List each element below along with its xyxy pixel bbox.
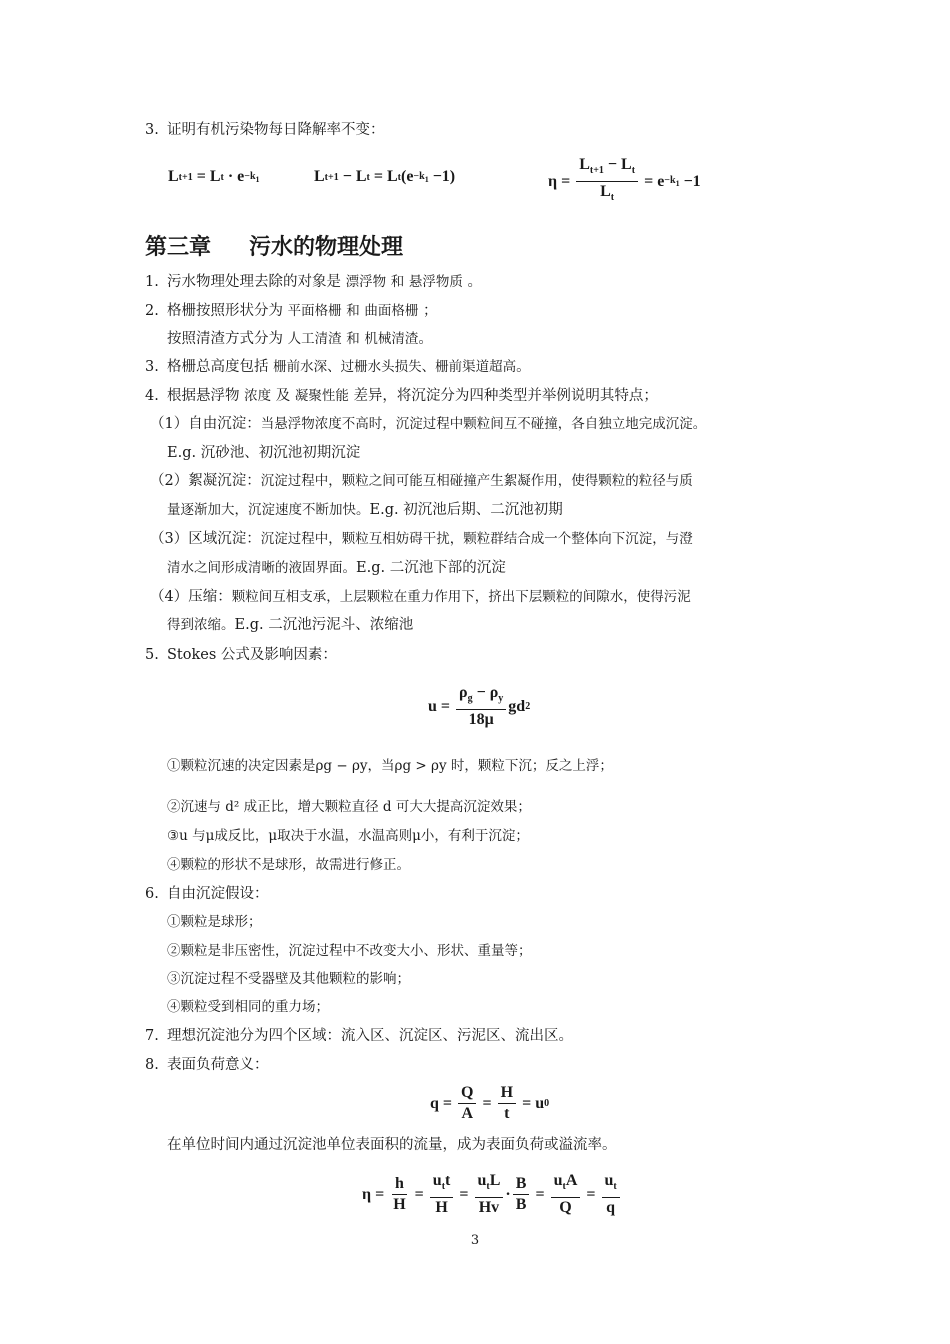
item-6: 6. 自由沉淀假设： [145, 886, 269, 902]
formula-decay-2: L t+1 − L t = L t (e $-k_1$ −1) [314, 168, 456, 185]
item-2-line-2: 按照清渣方式分为 人工清渣 和 机械清渣。 [167, 331, 433, 347]
page-number: 3 [470, 1233, 480, 1248]
surface-load-desc: 在单位时间内通过沉淀池单位表面积的流量，成为表面负荷或溢流率。 [167, 1137, 617, 1153]
item-2: 2. 格栅按照形状分为 平面格栅 和 曲面格栅 ； [145, 303, 438, 319]
stokes-factor-1: ①颗粒沉速的决定因素是ρg − ρy，当ρg > ρy 时，颗粒下沉；反之上浮； [167, 758, 613, 774]
formula-stokes: u = $\frac{\rho_g - \rho_y}{18\mu}$ gd 2 [428, 684, 531, 729]
sed-type-2: （2）絮凝沉淀：沉淀过程中，颗粒之间可能互相碰撞产生絮凝作用，使得颗粒的粒径与质 [150, 473, 693, 489]
item-1: 1. 污水物理处理去除的对象是 漂浮物 和 悬浮物质 。 [145, 274, 482, 290]
sed-type-2-line-2: 量逐渐加大，沉淀速度不断加快。E.g. 初沉池后期、二沉池初期 [167, 502, 563, 518]
stokes-factor-2: ②沉速与 d² 成正比，增大颗粒直径 d 可大大提高沉淀效果； [167, 799, 531, 815]
item-5: 5. Stokes 公式及影响因素： [145, 647, 337, 663]
sed-type-4: （4）压缩：颗粒间互相支承，上层颗粒在重力作用下，挤出下层颗粒的间隙水，使得污泥 [150, 589, 691, 605]
formula-decay-rate: η = $\frac{L_{t+1} - L_t}{L_t}$ = e $-k_1$ −1 [548, 156, 701, 204]
formula-removal-efficiency: η = $\frac{h}{H}$ = $\frac{u_tt}{H}$ = $\frac{u_tL}{Hv}$ · $\frac{B}{B}$ = $\frac{u_tA}{Q}$ = $\frac{u_t}{q}$ [362, 1172, 622, 1217]
formula-surface-load: q = $\frac{Q}{A}$ = $\frac{H}{t}$ = u 0 [430, 1084, 550, 1122]
stokes-factor-4: ④颗粒的形状不是球形，故需进行修正。 [167, 857, 410, 873]
sed-type-4-line-2: 得到浓缩。E.g. 二沉池污泥斗、浓缩池 [167, 617, 414, 633]
sed-type-1-eg: E.g. 沉砂池、初沉池初期沉淀 [167, 445, 361, 461]
item-4: 4. 根据悬浮物 浓度 及 凝聚性能 差异，将沉淀分为四种类型并举例说明其特点； [145, 388, 658, 404]
assumption-1: ①颗粒是球形； [167, 914, 262, 930]
sed-type-3: （3）区域沉淀：沉淀过程中，颗粒互相妨碍干扰，颗粒群结合成一个整体向下沉淀，与澄 [150, 531, 693, 547]
stokes-factor-3: ③u 与μ成反比，μ取决于水温，水温高则μ小，有利于沉淀； [167, 828, 529, 844]
item-7: 7. 理想沉淀池分为四个区域：流入区、沉淀区、污泥区、流出区。 [145, 1028, 573, 1044]
sed-type-1: （1）自由沉淀：当悬浮物浓度不高时，沉淀过程中颗粒间互不碰撞，各自独立地完成沉淀。 [150, 416, 707, 432]
assumption-4: ④颗粒受到相同的重力场； [167, 999, 329, 1015]
formula-decay-1: L t+1 = L t · e $-k_1$ [168, 168, 260, 185]
item-8: 8. 表面负荷意义： [145, 1057, 269, 1073]
assumption-3: ③沉淀过程不受器壁及其他颗粒的影响； [167, 971, 410, 987]
chapter-title: 第三章 污水的物理处理 [145, 235, 404, 260]
sed-type-3-line-2: 清水之间形成清晰的液固界面。E.g. 二沉池下部的沉淀 [167, 560, 506, 576]
item-3: 3. 格栅总高度包括 栅前水深、过栅水头损失、栅前渠道超高。 [145, 359, 531, 375]
assumption-2: ②颗粒是非压密性，沉淀过程中不改变大小、形状、重量等； [167, 943, 532, 959]
item-3-prev: 3. 证明有机污染物每日降解率不变： [145, 122, 385, 138]
